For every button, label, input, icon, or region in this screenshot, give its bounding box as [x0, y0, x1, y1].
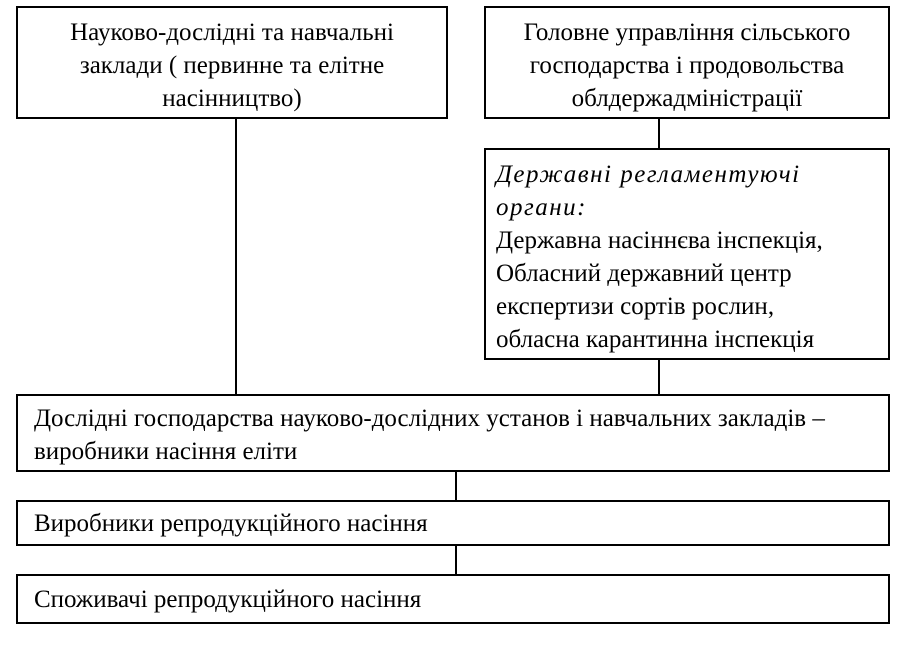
connector-regulatory-to-elite — [658, 360, 660, 394]
reproductive-seed-consumers-box — [16, 574, 890, 624]
connector-producers-to-consumers — [455, 546, 457, 574]
reproductive-seed-producers-box — [16, 500, 890, 546]
agri-department-label: Головне управління сільського господарства і продовольства облдержадміністрації — [523, 19, 851, 112]
regulatory-item-variety-expertise-center: Обласний державний центр експертизи сортів рослин, — [496, 260, 792, 320]
regulatory-item-seed-inspection: Державна насіннєва інспекція, — [496, 227, 823, 254]
regulatory-bodies-box — [484, 148, 890, 360]
connector-department-to-regulatory — [658, 119, 660, 148]
research-institutions-box — [16, 6, 448, 119]
reproductive-seed-producers-label: Виробники репродукційного насіння — [34, 510, 428, 537]
reproductive-seed-consumers-label: Споживачі репродукційного насіння — [34, 586, 422, 613]
agri-department-box — [484, 6, 890, 119]
elite-seed-producers-label: Дослідні господарства науково-дослідних установ і навчальних закладів – виробники насіння еліти — [34, 405, 825, 465]
research-institutions-label: Науково-дослідні та навчальні заклади ( первинне та елітне насінництво) — [70, 19, 394, 112]
connector-research-to-elite — [235, 119, 237, 394]
elite-seed-producers-box — [16, 394, 890, 472]
regulatory-item-quarantine-inspection: обласна карантинна інспекція — [496, 326, 815, 353]
regulatory-bodies-heading: Державні регламентуючі органи: — [496, 161, 801, 221]
connector-elite-to-reproductive-producers — [455, 472, 457, 500]
